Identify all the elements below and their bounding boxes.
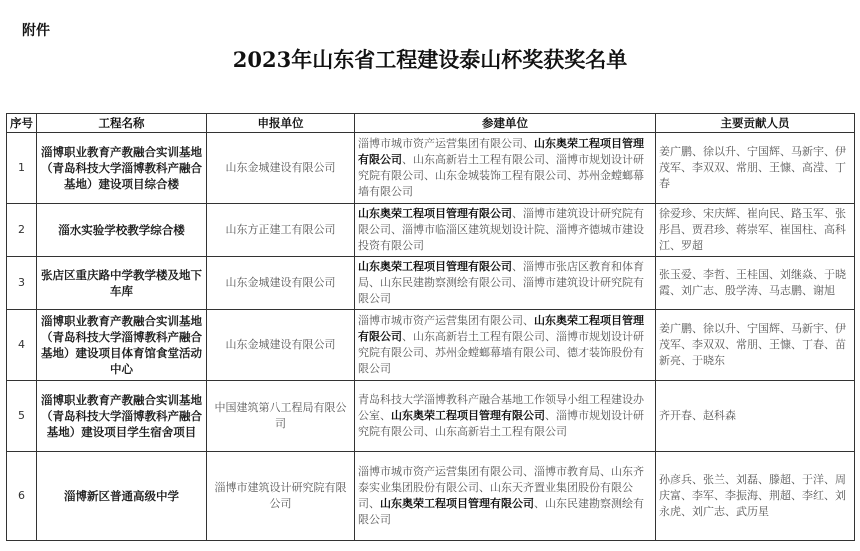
applicant-unit: 中国建筑第八工程局有限公司 (207, 381, 355, 452)
table-row (7, 381, 855, 452)
col-header-no: 序号 (7, 114, 37, 133)
participant-units (355, 133, 656, 204)
applicant-unit: 山东方正建工有限公司 (207, 204, 355, 257)
table-row (7, 133, 855, 204)
table-row (7, 310, 855, 381)
participant-text: 、淄博市规划设计研究院有限公司、山东高新岩土工程有限公司 (358, 409, 644, 438)
row-number: 4 (7, 310, 37, 381)
participant-text: 、淄博市建筑设计研究院有限公司、淄博市临淄区建筑规划设计院、淄博齐德城市建设投资有限公司 (358, 207, 644, 252)
table-header-row (7, 114, 855, 133)
col-header-project: 工程名称 (37, 114, 207, 133)
participant-text: 淄博市城市资产运营集团有限公司、淄博市教育局、山东齐泰实业集团股份有限公司、山东天齐置业集团股份有限公司、 (358, 465, 644, 510)
participant-text-bold: 山东奥荣工程项目管理有限公司 (358, 207, 512, 220)
participant-text: 、淄博市张店区教育和体育局、山东民建勘察测绘有限公司、淄博市建筑设计研究院有限公司 (358, 260, 644, 305)
project-name: 淄博职业教育产教融合实训基地（青岛科技大学淄博教科产融合基地）建设项目体育馆食堂活动中心 (37, 310, 207, 381)
row-number: 6 (7, 452, 37, 541)
participant-text-bold: 山东奥荣工程项目管理有限公司 (380, 497, 534, 510)
contributors: 姜广鹏、徐以升、宁国辉、马新宇、伊茂军、李双双、常朋、王慷、高滢、丁春 (656, 133, 855, 204)
applicant-unit: 山东金城建设有限公司 (207, 133, 355, 204)
participant-text: 青岛科技大学淄博教科产融合基地工作领导小组工程建设办公室、 (358, 393, 644, 422)
col-header-participants: 参建单位 (355, 114, 656, 133)
participant-units (355, 381, 656, 452)
participant-units (355, 204, 656, 257)
contributors: 齐开春、赵科森 (656, 381, 855, 452)
project-name: 淄博职业教育产教融合实训基地（青岛科技大学淄博教科产融合基地）建设项目综合楼 (37, 133, 207, 204)
row-number: 5 (7, 381, 37, 452)
table-row (7, 452, 855, 541)
row-number: 3 (7, 257, 37, 310)
participant-text: 、山东民建勘察测绘有限公司 (358, 497, 644, 526)
table-row (7, 204, 855, 257)
participant-text-bold: 山东奥荣工程项目管理有限公司 (358, 137, 644, 166)
participant-units (355, 257, 656, 310)
col-header-people: 主要贡献人员 (656, 114, 855, 133)
project-name: 淄博新区普通高级中学 (37, 452, 207, 541)
contributors: 孙彦兵、张兰、刘磊、滕超、于洋、周庆富、李军、李振海、荆超、李红、刘永虎、刘广志、武历星 (656, 452, 855, 541)
row-number: 2 (7, 204, 37, 257)
contributors: 张玉爱、李哲、王桂国、刘继焱、于晓霞、刘广志、殷学涛、马志鹏、谢旭 (656, 257, 855, 310)
project-name: 淄水实验学校教学综合楼 (37, 204, 207, 257)
row-number: 1 (7, 133, 37, 204)
col-header-applicant: 申报单位 (207, 114, 355, 133)
award-table (6, 113, 855, 541)
table-row (7, 257, 855, 310)
applicant-unit: 淄博市建筑设计研究院有限公司 (207, 452, 355, 541)
applicant-unit: 山东金城建设有限公司 (207, 310, 355, 381)
participant-units (355, 452, 656, 541)
applicant-unit: 山东金城建设有限公司 (207, 257, 355, 310)
participant-text: 淄博市城市资产运营集团有限公司、 (358, 137, 534, 150)
participant-units (355, 310, 656, 381)
contributors: 姜广鹏、徐以升、宁国辉、马新宇、伊茂军、李双双、常朋、王慷、丁春、苗新亮、于晓东 (656, 310, 855, 381)
participant-text: 、山东高新岩土工程有限公司、淄博市规划设计研究院有限公司、山东金城装饰工程有限公司、苏州金螳螂幕墙有限公司 (358, 153, 644, 198)
participant-text: 淄博市城市资产运营集团有限公司、 (358, 314, 534, 327)
attachment-label: 附件 (22, 23, 50, 39)
participant-text-bold: 山东奥荣工程项目管理有限公司 (391, 409, 545, 422)
participant-text-bold: 山东奥荣工程项目管理有限公司 (358, 314, 644, 343)
contributors: 徐爱珍、宋庆辉、崔向民、路玉军、张彤昌、贾君珍、蒋崇军、崔国柱、高科江、罗超 (656, 204, 855, 257)
participant-text-bold: 山东奥荣工程项目管理有限公司 (358, 260, 512, 273)
project-name: 张店区重庆路中学教学楼及地下车库 (37, 257, 207, 310)
participant-text: 、山东高新岩土工程有限公司、淄博市规划设计研究院有限公司、苏州金螳螂幕墙有限公司、德才装饰股份有限公司 (358, 330, 644, 375)
project-name: 淄博职业教育产教融合实训基地（青岛科技大学淄博教科产融合基地）建设项目学生宿舍项目 (37, 381, 207, 452)
document-title: 2023年山东省工程建设泰山杯奖获奖名单 (232, 47, 628, 72)
